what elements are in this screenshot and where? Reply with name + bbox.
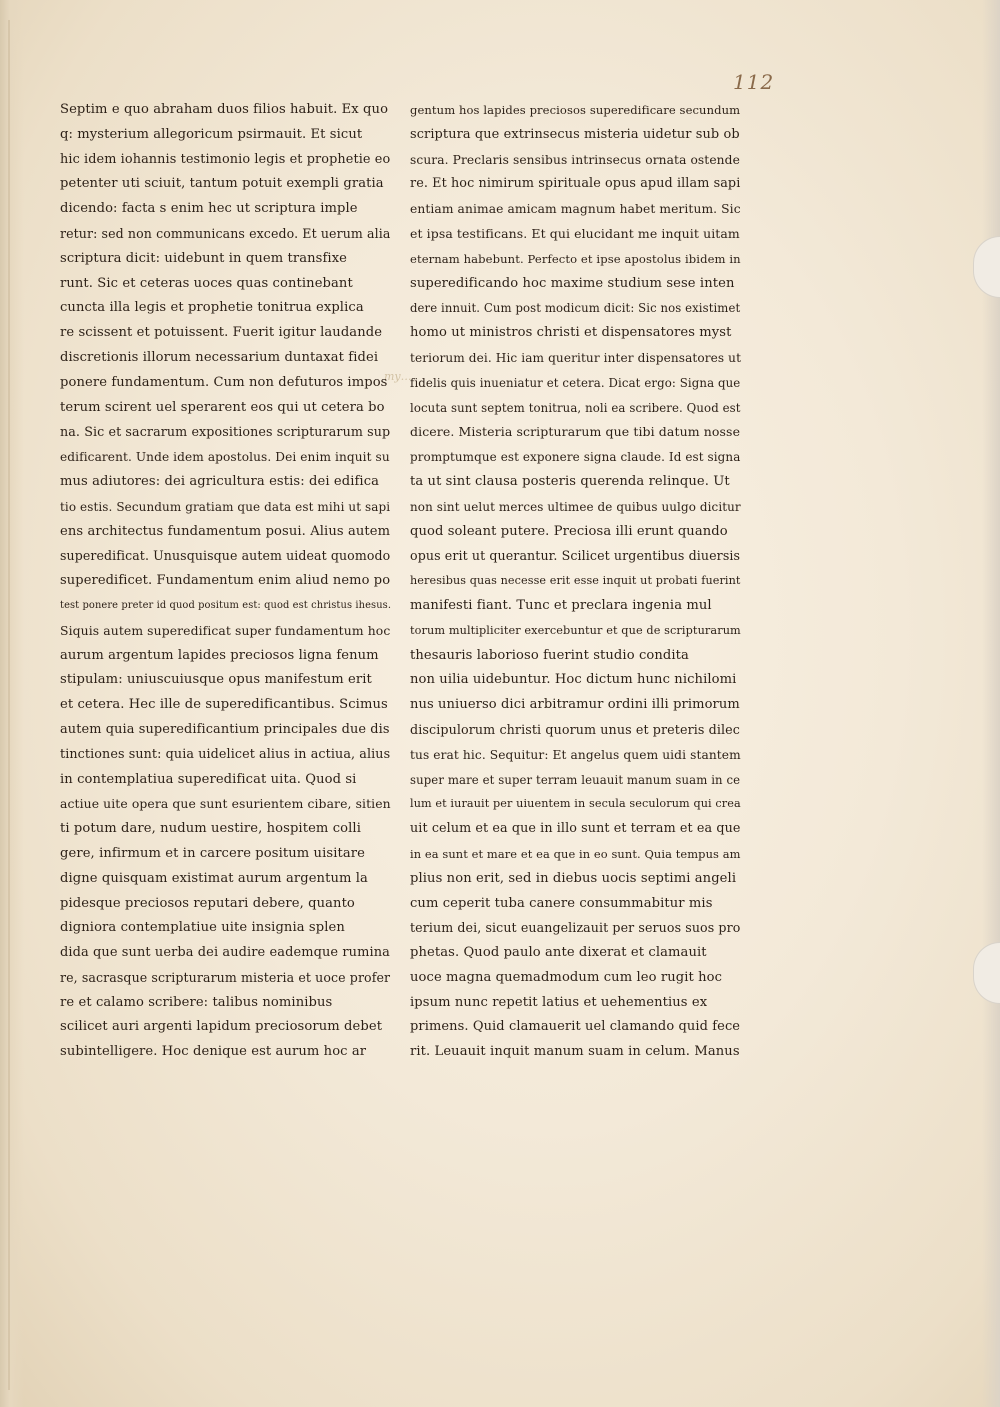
left-column-line: dida que sunt uerba dei audire eademque rumina: [60, 945, 390, 961]
text-column-right: [410, 98, 750, 1065]
binding-tab-upper: [973, 236, 1000, 298]
right-column-line: tus erat hic. Sequitur: Et angelus quem uidi stantem: [410, 747, 741, 762]
right-column-line: uoce magna quemadmodum cum leo rugit hoc: [410, 969, 723, 985]
right-column-line: gentum hos lapides preciosos superedificare secundum: [410, 103, 741, 117]
text-column-left: [60, 98, 400, 1065]
left-column-line: na. Sic et sacrarum expositiones scripturarum sup: [60, 424, 391, 440]
left-column-line: ens architectus fundamentum posui. Alius autem: [60, 523, 391, 539]
left-column-line: gere, infirmum et in carcere positum uisitare: [60, 845, 365, 861]
right-column-line: ipsum nunc repetit latius et uehementius ex: [410, 994, 708, 1010]
left-column-line: aurum argentum lapides preciosos ligna fenum: [60, 647, 379, 663]
right-column-line: dere innuit. Cum post modicum dicit: Sic nos existimet: [410, 301, 741, 316]
right-column-line: quod soleant putere. Preciosa illi erunt quando: [410, 523, 728, 539]
right-column-line: entiam animae amicam magnum habet meritum. Sic: [410, 202, 741, 217]
left-column-line: re et calamo scribere: talibus nominibus: [60, 994, 333, 1010]
left-column-line: petenter uti sciuit, tantum potuit exempli gratia: [60, 176, 384, 192]
left-column-line: q: mysterium allegoricum psirmauit. Et sicut: [60, 126, 363, 142]
left-column-line: scriptura dicit: uidebunt in quem transfixe: [60, 250, 348, 266]
left-column-line: autem quia superedificantium principales due dis: [60, 721, 390, 737]
right-column-line: lum et iurauit per uiuentem in secula seculorum qui crea: [410, 797, 741, 811]
left-column-line: edificarent. Unde idem apostolus. Dei enim inquit su: [60, 450, 390, 465]
folio-number: 112: [733, 70, 775, 94]
left-column-line: runt. Sic et ceteras uoces quas continebant: [60, 275, 353, 291]
left-column-line: re, sacrasque scripturarum misteria et uoce profer: [60, 969, 391, 985]
left-column-line: Siquis autem superedificat super fundamentum hoc: [60, 623, 391, 638]
left-column-line: digne quisquam existimat aurum argentum la: [60, 870, 368, 886]
left-column-line: ti potum dare, nudum uestire, hospitem colli: [60, 821, 361, 837]
right-column-line: plius non erit, sed in diebus uocis septimi angeli: [410, 870, 737, 886]
right-column-line: nus uniuerso dici arbitramur ordini illi primorum: [410, 697, 740, 713]
margin-annotation: my…: [384, 370, 412, 383]
right-column-line: fidelis quis inueniatur et cetera. Dicat ergo: Signa que: [410, 375, 741, 390]
right-column-line: dicere. Misteria scripturarum que tibi datum nosse: [410, 424, 741, 440]
left-column-line: mus adiutores: dei agricultura estis: dei edifica: [60, 473, 380, 489]
gutter-edge: [8, 20, 10, 1390]
binding-tab-lower: [973, 942, 1000, 1004]
right-column-line: teriorum dei. Hic iam queritur inter dispensatores ut: [410, 350, 742, 365]
left-column-line: re scissent et potuissent. Fuerit igitur laudande: [60, 325, 383, 341]
left-column-line: scilicet auri argenti lapidum preciosorum debet: [60, 1019, 383, 1035]
right-column-line: primens. Quid clamauerit uel clamando quid fece: [410, 1019, 741, 1035]
right-column-line: et ipsa testificans. Et qui elucidant me inquit uitam: [410, 225, 740, 241]
page-edge: [982, 0, 1000, 1407]
right-column-line: superedificando hoc maxime studium sese inten: [410, 275, 735, 291]
right-column-line: torum multipliciter exercebuntur et que de scripturarum: [410, 623, 741, 637]
right-column-line: discipulorum christi quorum unus et preteris dilec: [410, 721, 740, 737]
right-column-line: terium dei, sicut euangelizauit per seruos suos pro: [410, 920, 741, 936]
right-column-line: manifesti fiant. Tunc et preclara ingenia mul: [410, 597, 712, 613]
left-column-line: tio estis. Secundum gratiam que data est mihi ut sapi: [60, 499, 391, 514]
right-column-line: scriptura que extrinsecus misteria uidetur sub ob: [410, 126, 740, 142]
left-column-line: ponere fundamentum. Cum non defuturos impos: [60, 374, 388, 390]
right-column-line: opus erit ut querantur. Scilicet urgentibus diuersis: [410, 548, 741, 564]
right-column-line: in ea sunt et mare et ea que in eo sunt. Quia tempus am: [410, 846, 741, 861]
right-column-line: phetas. Quod paulo ante dixerat et clamauit: [410, 945, 707, 961]
left-column-line: subintelligere. Hoc denique est aurum hoc ar: [60, 1044, 367, 1060]
gutter-shadow: [0, 0, 24, 1407]
left-column-line: tinctiones sunt: quia uidelicet alius in actiua, alius: [60, 746, 391, 762]
right-column-line: uit celum et ea que in illo sunt et terram et ea que: [410, 821, 741, 837]
left-column-line: Septim e quo abraham duos filios habuit. Ex quo: [60, 102, 389, 117]
left-column-line: et cetera. Hec ille de superedificantibus. Scimus: [60, 697, 388, 713]
right-column-line: non uilia uidebuntur. Hoc dictum hunc nichilomi: [410, 672, 737, 688]
left-column-line: digniora contemplatiue uite insignia splen: [60, 920, 345, 936]
right-column-line: re. Et hoc nimirum spirituale opus apud illam sapi: [410, 176, 741, 192]
left-column-line: actiue uite opera que sunt esurientem cibare, sitien: [60, 797, 391, 812]
left-column-line: cuncta illa legis et prophetie tonitrua explica: [60, 300, 364, 316]
right-column-line: promptumque est exponere signa claude. Id est signa: [410, 450, 741, 465]
left-column-line: pidesque preciosos reputari debere, quanto: [60, 895, 355, 911]
right-column-line: rit. Leuauit inquit manum suam in celum. Manus: [410, 1044, 740, 1060]
left-column-line: hic idem iohannis testimonio legis et prophetie eo: [60, 151, 391, 167]
left-column-line: superedificet. Fundamentum enim aliud nemo po: [60, 573, 391, 589]
left-column-line: retur: sed non communicans excedo. Et uerum alia: [60, 225, 391, 241]
right-column-line: locuta sunt septem tonitrua, noli ea scribere. Quod est: [410, 400, 741, 415]
right-column-line: non sint uelut merces ultimee de quibus uulgo dicitur: [410, 499, 741, 514]
left-column-line: test ponere preter id quod positum est: quod est christus ihesus.: [60, 599, 392, 611]
left-column-line: dicendo: facta s enim hec ut scriptura imple: [60, 201, 358, 217]
left-column-line: in contemplatiua superedificat uita. Quod si: [60, 771, 357, 787]
left-column-line: superedificat. Unusquisque autem uideat quomodo: [60, 548, 391, 564]
left-column-line: terum scirent uel sperarent eos qui ut cetera bo: [60, 399, 385, 415]
right-column-line: ta ut sint clausa posteris querenda relinque. Ut: [410, 473, 730, 489]
left-column-line: stipulam: uniuscuiusque opus manifestum erit: [60, 672, 372, 688]
right-column-line: super mare et super terram leuauit manum suam in ce: [410, 772, 741, 787]
right-column-line: homo ut ministros christi et dispensatores myst: [410, 325, 732, 341]
right-column-line: cum ceperit tuba canere consummabitur mis: [410, 895, 713, 911]
right-column-line: eternam habebunt. Perfecto et ipse apostolus ibidem in: [410, 251, 741, 266]
right-column-line: heresibus quas necesse erit esse inquit ut probati fuerint: [410, 574, 741, 588]
right-column-line: thesauris laborioso fuerint studio condita: [410, 647, 689, 663]
right-column-line: scura. Preclaris sensibus intrinsecus ornata ostende: [410, 152, 740, 167]
left-column-line: discretionis illorum necessarium duntaxat fidei: [60, 349, 379, 365]
